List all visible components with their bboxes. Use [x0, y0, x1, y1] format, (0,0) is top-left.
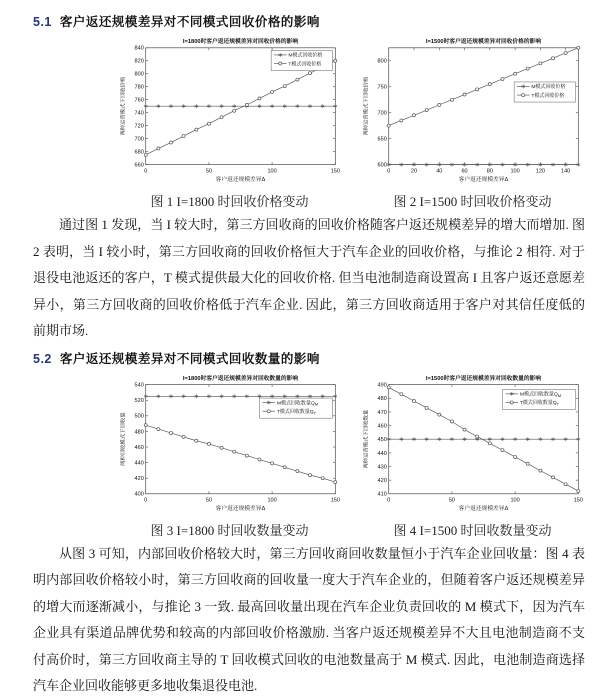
svg-text:120: 120	[535, 168, 546, 175]
svg-text:140: 140	[561, 168, 571, 175]
svg-text:M模式回收价格: M模式回收价格	[288, 53, 323, 59]
svg-text:100: 100	[267, 168, 277, 175]
svg-text:430: 430	[377, 463, 387, 470]
svg-text:800: 800	[134, 71, 144, 78]
svg-text:客户返还规模差异Δ: 客户返还规模差异Δ	[458, 505, 509, 512]
figure-row-quantities	[117, 369, 585, 519]
svg-text:820: 820	[134, 58, 144, 65]
figure-row-prices	[117, 32, 585, 190]
caption-fig-4: 图 4 I=1500 时回收数量变动	[393, 522, 552, 538]
svg-text:0: 0	[387, 496, 391, 503]
svg-text:80: 80	[486, 168, 493, 175]
caption-fig-2: 图 2 I=1500 时回收价格变动	[393, 194, 552, 209]
svg-text:0: 0	[387, 168, 391, 175]
svg-text:客户返还规模差异Δ: 客户返还规模差异Δ	[215, 176, 266, 183]
svg-text:40: 40	[436, 168, 443, 175]
figure-4-chart	[360, 369, 585, 519]
svg-text:I=1500时客户返还规模差异对回收价格的影响: I=1500时客户返还规模差异对回收价格的影响	[425, 39, 542, 46]
svg-text:100: 100	[510, 168, 520, 175]
caption-row-quantities	[117, 520, 585, 539]
svg-text:50: 50	[448, 496, 456, 503]
svg-text:客户返还规模差异Δ: 客户返还规模差异Δ	[215, 505, 266, 512]
svg-text:0: 0	[144, 496, 148, 503]
svg-text:450: 450	[377, 436, 387, 443]
section-number-5-2: 5.2	[33, 351, 52, 366]
svg-text:400: 400	[134, 491, 144, 498]
svg-text:T模式回收数量QT: T模式回收数量$Q_T$	[276, 409, 317, 415]
section-heading-5-2	[33, 349, 585, 367]
svg-text:150: 150	[330, 168, 340, 175]
svg-text:150: 150	[573, 496, 583, 503]
svg-text:100: 100	[267, 496, 277, 503]
svg-text:I=1500时客户返还规模差异对回收数量的影响: I=1500时客户返还规模差异对回收数量的影响	[425, 375, 542, 382]
svg-text:M模式回收价格: M模式回收价格	[531, 85, 566, 91]
svg-text:I=1800时客户返还规模差异对回收数量的影响: I=1800时客户返还规模差异对回收数量的影响	[182, 375, 299, 382]
svg-text:650: 650	[377, 136, 387, 143]
svg-text:480: 480	[134, 428, 144, 435]
figure-3-chart	[117, 369, 342, 519]
svg-text:460: 460	[377, 422, 387, 429]
svg-text:740: 740	[134, 110, 144, 117]
svg-text:480: 480	[377, 395, 387, 402]
svg-text:T模式回收价格: T模式回收价格	[288, 62, 322, 68]
svg-text:660: 660	[134, 162, 144, 169]
svg-text:420: 420	[134, 475, 144, 482]
svg-text:50: 50	[205, 168, 213, 175]
svg-text:两种运营模式下回收价格: 两种运营模式下回收价格	[363, 76, 370, 136]
svg-text:490: 490	[377, 382, 387, 389]
svg-text:410: 410	[377, 491, 387, 498]
svg-text:800: 800	[377, 58, 387, 65]
caption-row-prices	[117, 191, 585, 210]
svg-text:50: 50	[205, 496, 213, 503]
svg-text:0: 0	[144, 168, 148, 175]
figure-1-chart	[117, 32, 342, 190]
caption-fig-3: 图 3 I=1800 时回收数量变动	[150, 522, 309, 538]
svg-text:540: 540	[134, 382, 144, 389]
svg-text:20: 20	[410, 168, 418, 175]
svg-text:520: 520	[134, 397, 144, 404]
svg-text:两种运营模式下回收数量: 两种运营模式下回收数量	[363, 409, 370, 469]
svg-text:两种回收模式下回收量: 两种回收模式下回收量	[120, 411, 127, 466]
svg-text:100: 100	[510, 496, 520, 503]
svg-text:M模式回收数量QM: M模式回收数量$Q_M$	[519, 392, 562, 398]
svg-text:600: 600	[377, 162, 387, 169]
svg-text:760: 760	[134, 97, 144, 104]
paragraph-2: 从图 3 可知，内部回收价格较大时，第三方回收商回收数量恒小于汽车企业回收量：图 4 表明内部回收价格较小时，第三方回收商的回收量一度大于汽车企业的，但随着客户返还规模差异的增大而逐渐减小，与推论 3 一致. 最高回收量出现在汽车企业负责回收的 M 模式下，因为汽车企业具有渠道品牌优势和较高的内部回收价格激励. 当客户返还规模差异不大且电池制造商不支付高价时，第三方回收商主导的 T 回收模式回收的电池数量高于 M 模式. 因此，电池制造商选择汽车企业回收能够更多地收集退役电池.	[33, 545, 585, 693]
svg-text:750: 750	[377, 84, 387, 91]
svg-text:840: 840	[134, 45, 144, 52]
svg-text:440: 440	[377, 450, 387, 457]
svg-text:60: 60	[461, 168, 468, 175]
svg-text:700: 700	[134, 136, 144, 143]
svg-text:500: 500	[134, 413, 144, 420]
svg-text:420: 420	[377, 477, 387, 484]
svg-text:780: 780	[134, 84, 144, 91]
svg-text:T模式回收数量QT: T模式回收数量$Q_T$	[519, 400, 560, 407]
section-heading-5-1	[33, 12, 585, 30]
section-title-5-1: 客户返还规模差异对不同模式回收价格的影响	[59, 15, 320, 29]
svg-text:I=1800时客户返还规模差异对回收价格的影响: I=1800时客户返还规模差异对回收价格的影响	[182, 39, 299, 46]
svg-text:T模式回收价格: T模式回收价格	[531, 93, 565, 99]
svg-text:M模式回收数量QM: M模式回收数量$Q_M$	[276, 400, 319, 407]
section-number-5-1: 5.1	[33, 15, 52, 29]
svg-text:两种运营模式下回收价格: 两种运营模式下回收价格	[120, 76, 127, 136]
caption-fig-1: 图 1 I=1800 时回收价格变动	[150, 194, 309, 209]
svg-text:700: 700	[377, 110, 387, 117]
section-title-5-2: 客户返还规模差异对不同模式回收数量的影响	[59, 351, 320, 366]
svg-text:460: 460	[134, 444, 144, 451]
paragraph-1: 通过图 1 发现，当 I 较大时，第三方回收商的回收价格随客户返还规模差异的增大而增加. 图 2 表明，当 I 较小时，第三方回收商的回收价格恒大于汽车企业的回收价格，与推论 2 相符. 对于退役电池返还的客户，T 模式提供最大化的回收价格. 但当电池制造商设置高 I 且客户返还意愿差异小，第三方回收商的回收价格低于汽车企业. 因此，第三方回收商适用于客户对其信任度低的前期市场.	[33, 217, 585, 338]
svg-text:440: 440	[134, 460, 144, 467]
svg-text:720: 720	[134, 123, 144, 130]
svg-text:680: 680	[134, 149, 144, 156]
figure-2-chart	[360, 32, 585, 190]
svg-text:470: 470	[377, 409, 387, 416]
svg-text:150: 150	[330, 496, 340, 503]
svg-text:客户返还规模差异Δ: 客户返还规模差异Δ	[458, 176, 509, 183]
